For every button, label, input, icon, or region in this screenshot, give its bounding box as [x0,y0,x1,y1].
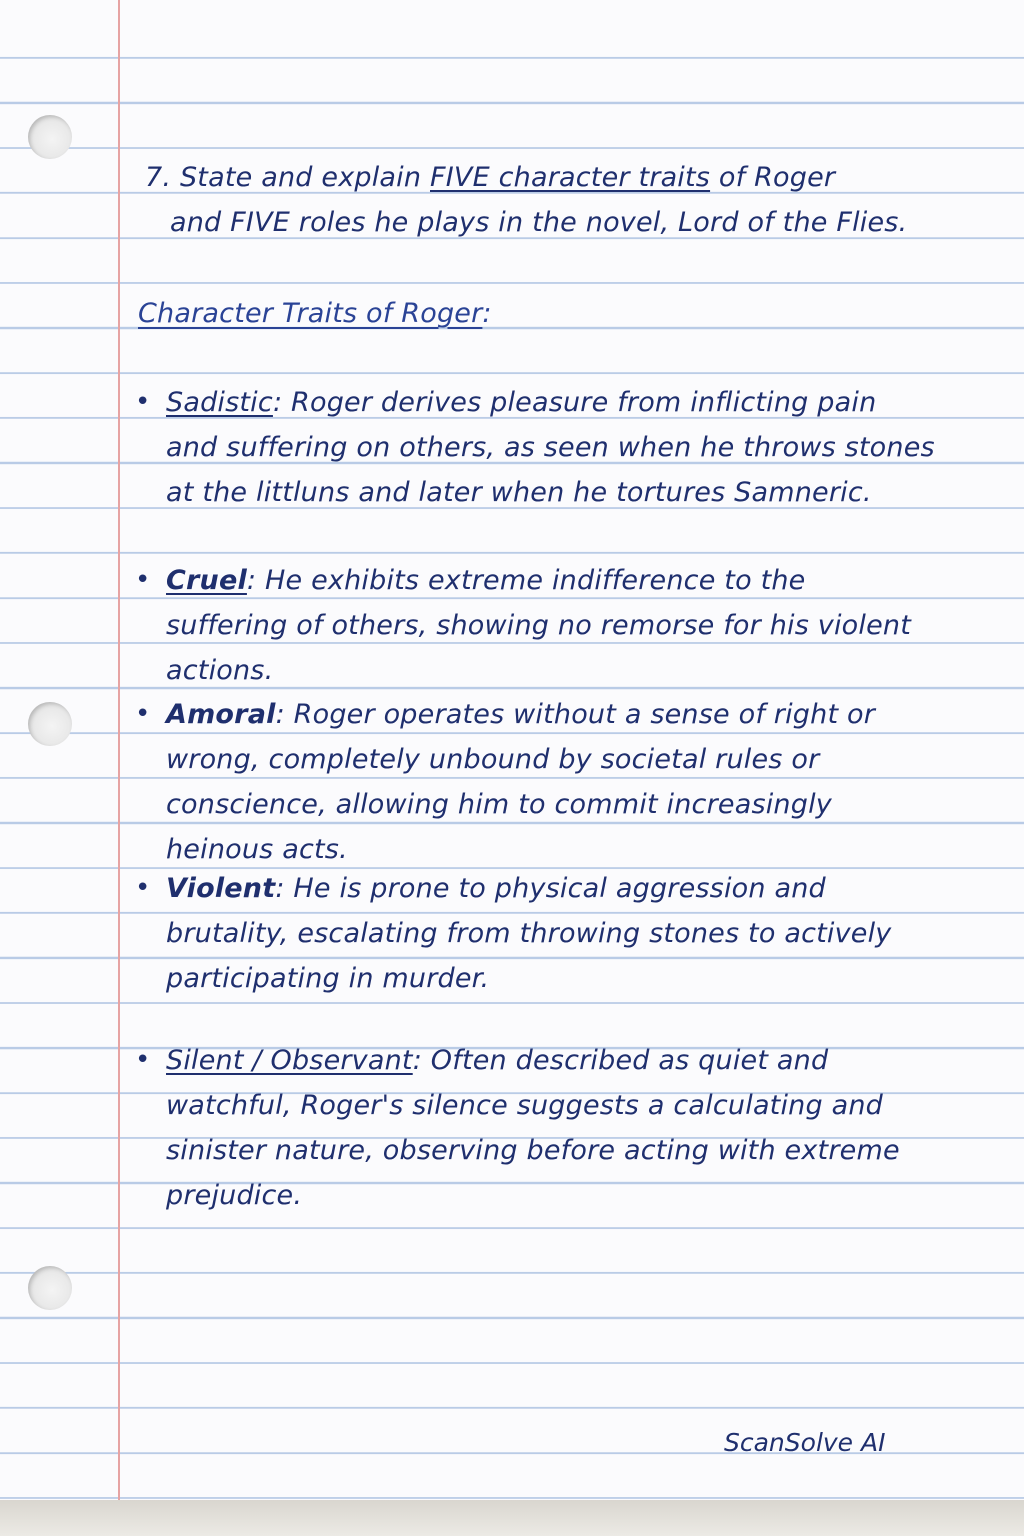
trait-description: : Roger operates without a sense of right or wrong, completely unbound by societal rules or conscience, allowing him to commit increasingly heinous acts. [166,699,876,865]
trait-item-cruel [135,558,935,693]
question-line1-prefix: State and explain [179,162,422,193]
trait-term: Cruel [166,565,247,596]
section-heading-title: Character Traits of Roger [138,298,483,329]
section-heading [138,291,638,336]
question-number: 7. [145,162,172,193]
trait-description: : He is prone to physical aggression and brutality, escalating from throwing stones to actively participating in murder. [166,873,892,994]
question-text [145,155,945,245]
bullet: • [135,565,151,595]
trait-term: Silent / Observant [166,1045,413,1076]
trait-term: Sadistic [166,387,273,418]
bullet: • [135,387,151,417]
section-heading-colon: : [482,298,492,329]
question-underlined-phrase: FIVE character traits [430,162,711,193]
bullet: • [135,873,151,903]
question-line1-suffix: of Roger [718,162,836,193]
trait-item-amoral [135,692,935,872]
question-line2: and FIVE roles he plays in the novel, Lord of the Flies. [170,207,908,238]
trait-term: Violent [166,873,276,904]
bullet: • [135,1045,151,1075]
trait-description: : Roger derives pleasure from inflicting pain and suffering on others, as seen when he throws stones at the littluns and later when he tortures Samneric. [166,387,935,508]
punch-hole [28,1266,72,1310]
desk-surface [0,1500,1024,1536]
trait-term: Amoral [166,699,276,730]
trait-description: : He exhibits extreme indifference to the suffering of others, showing no remorse for his violent actions. [166,565,912,686]
punch-hole [28,115,72,159]
trait-item-violent [135,866,935,1001]
trait-item-sadistic [135,380,935,515]
bullet: • [135,699,151,729]
punch-hole [28,702,72,746]
trait-description: : Often described as quiet and watchful, Roger's silence suggests a calculating and sinister nature, observing before acting with extreme prejudice. [166,1045,900,1211]
watermark: ScanSolve AI [724,1428,886,1457]
trait-item-silent-observant [135,1038,935,1218]
margin-line [118,0,120,1500]
